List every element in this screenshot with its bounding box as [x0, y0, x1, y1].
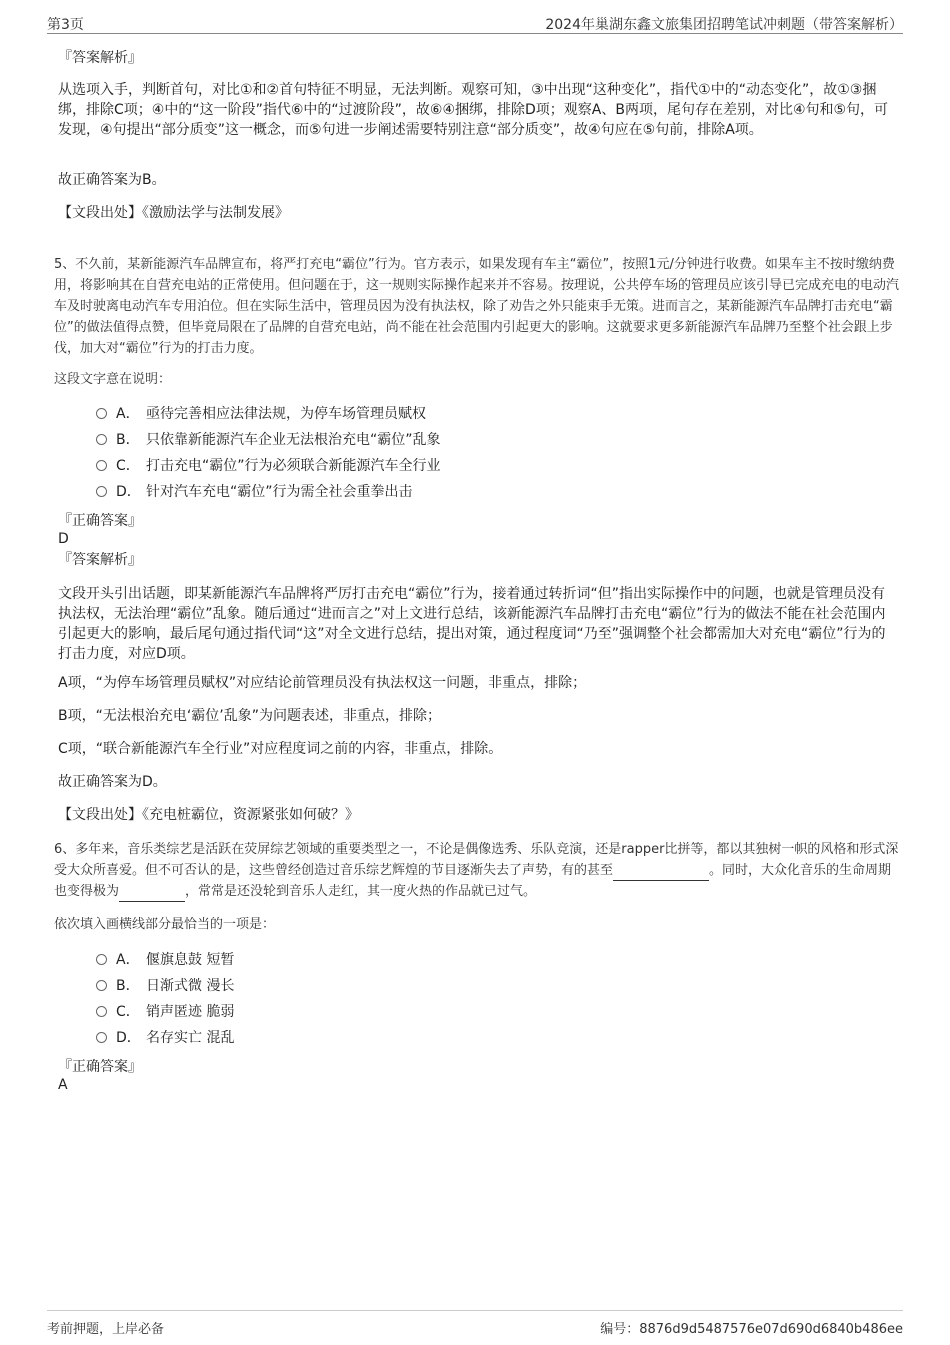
option-text: 打击充电“霸位”行为必须联合新能源汽车全行业 [146, 458, 441, 474]
q5-analysis-label: 『答案解析』 [58, 552, 142, 568]
option-letter: B． [116, 432, 140, 448]
option-letter: C． [116, 1004, 140, 1020]
footer-slogan: 考前押题，上岸必备 [47, 1322, 165, 1337]
q5-explanation-a: A项，“为停车场管理员赋权”对应结论前管理员没有执法权这一问题，非重点，排除； [58, 675, 587, 691]
option-letter: D． [116, 484, 141, 500]
page-footer [47, 1318, 903, 1338]
radio-icon[interactable] [96, 460, 107, 471]
q5-answer: D [58, 531, 69, 547]
option-text: 针对汽车充电“霸位”行为需全社会重拳出击 [146, 484, 413, 500]
q6-text-a: 6、多年来，音乐类综艺是活跃在荧屏综艺领域的重要类型之一，不论是偶像选秀、乐队竞演，还是rapper比拼等，都以其独树一帜的风格和形式深受大众所喜爱。但不可否认的是，这些曾经创造过音乐综艺辉煌的节目逐渐失去了声势，有的甚至 [54, 842, 899, 878]
document-title: 2024年巢湖东鑫文旅集团招聘笔试冲刺题（带答案解析） [545, 17, 903, 33]
q5-explanation-b: B项，“无法根治充电‘霸位’乱象”为问题表述，非重点，排除； [58, 708, 442, 724]
radio-icon[interactable] [96, 980, 107, 991]
q4-analysis-text: 从选项入手，判断首句，对比①和②首句特征不明显，无法判断。观察可知，③中出现“这种变化”，指代①中的“动态变化”，故①③捆绑，排除C项；④中的“这一阶段”指代⑥中的“过渡阶段”，故⑥④捆绑，排除D项；观察A、B两项，尾句存在差别，对比④句和⑤句，可发现，④句提出“部分质变”这一概念，而⑤句进一步阐述需要特别注意“部分质变”，故④句应在⑤句前，排除A项。 [58, 82, 889, 138]
radio-icon[interactable] [96, 954, 107, 965]
document-id: 编号：8876d9d5487576e07d690d6840b486ee [600, 1322, 903, 1337]
q6-option-c[interactable] [96, 1002, 234, 1022]
option-text: 偃旗息鼓 短暂 [146, 952, 235, 968]
q6-question-text [54, 839, 899, 902]
q5-explanation-c: C项，“联合新能源汽车全行业”对应程度词之前的内容，非重点，排除。 [58, 741, 503, 757]
radio-icon[interactable] [96, 1006, 107, 1017]
fill-blank-1[interactable] [613, 866, 709, 881]
header-divider [47, 33, 903, 34]
fill-blank-2[interactable] [119, 887, 185, 902]
q5-option-d[interactable] [96, 482, 413, 502]
option-text: 销声匿迹 脆弱 [146, 1004, 235, 1020]
q4-analysis-label: 『答案解析』 [58, 50, 142, 66]
q5-analysis-text: 文段开头引出话题，即某新能源汽车品牌将严厉打击充电“霸位”行为，接着通过转折词“但”指出实际操作中的问题，也就是管理员没有执法权，无法治理“霸位”乱象。随后通过“进而言之”对上文进行总结，该新能源汽车品牌打击充电“霸位”行为的做法不能在社会范围内引起更大的影响，最后尾句通过指代词“这”对全文进行总结，提出对策，通过程度词“乃至”强调整个社会都需加大对充电“霸位”行为的打击力度，对应D项。 [58, 586, 886, 662]
radio-icon[interactable] [96, 1032, 107, 1043]
radio-icon[interactable] [96, 434, 107, 445]
page-number: 第3页 [47, 17, 84, 33]
option-letter: A． [116, 406, 140, 422]
q5-source: 【文段出处】《充电桩霸位，资源紧张如何破？》 [58, 807, 359, 823]
footer-divider [47, 1310, 903, 1311]
option-text: 只依靠新能源汽车企业无法根治充电“霸位”乱象 [146, 432, 441, 448]
q5-answer-label: 『正确答案』 [58, 513, 142, 529]
page-header [47, 14, 903, 34]
q6-text-c: ，常常是还没轮到音乐人走红，其一度火热的作品就已过气。 [185, 884, 537, 899]
q5-question-text: 5、不久前，某新能源汽车品牌宣布，将严打充电“霸位”行为。官方表示，如果发现有车主“霸位”，按照1元/分钟进行收费。如果车主不按时缴纳费用，将影响其在自营充电站的正常使用。但问题在于，这一规则实际操作起来并不容易。按理说，公共停车场的管理员应该引导已完成充电的电动汽车及时驶离电动汽车专用泊位。但在实际生活中，管理员因为没有执法权，除了劝告之外只能束手无策。进而言之，某新能源汽车品牌打击充电“霸位”的做法值得点赞，但毕竟局限在了品牌的自营充电站，尚不能在社会范围内引起更大的影响。这就要求更多新能源汽车品牌乃至整个社会跟上步伐，加大对“霸位”行为的打击力度。 [54, 257, 900, 356]
option-text: 日渐式微 漫长 [146, 978, 235, 994]
option-letter: D． [116, 1030, 141, 1046]
q6-option-d[interactable] [96, 1028, 234, 1048]
q5-option-a[interactable] [96, 404, 426, 424]
q6-prompt: 依次填入画横线部分最恰当的一项是： [54, 917, 276, 932]
q5-option-b[interactable] [96, 430, 441, 450]
q6-option-b[interactable] [96, 976, 234, 996]
radio-icon[interactable] [96, 408, 107, 419]
q6-option-a[interactable] [96, 950, 234, 970]
option-letter: B． [116, 978, 140, 994]
option-letter: A． [116, 952, 140, 968]
q4-source: 【文段出处】《激励法学与法制发展》 [58, 205, 289, 221]
radio-icon[interactable] [96, 486, 107, 497]
option-letter: C． [116, 458, 140, 474]
q4-conclusion: 故正确答案为B。 [58, 172, 166, 188]
option-text: 亟待完善相应法律法规，为停车场管理员赋权 [146, 406, 426, 422]
q5-conclusion: 故正确答案为D。 [58, 774, 167, 790]
q5-prompt: 这段文字意在说明： [54, 372, 172, 387]
q6-text-b: 。同时，大众化音乐的生命周期也变得极为 [54, 863, 892, 899]
q6-answer-label: 『正确答案』 [58, 1059, 142, 1075]
q5-option-c[interactable] [96, 456, 441, 476]
option-text: 名存实亡 混乱 [146, 1030, 235, 1046]
q6-answer: A [58, 1077, 68, 1093]
